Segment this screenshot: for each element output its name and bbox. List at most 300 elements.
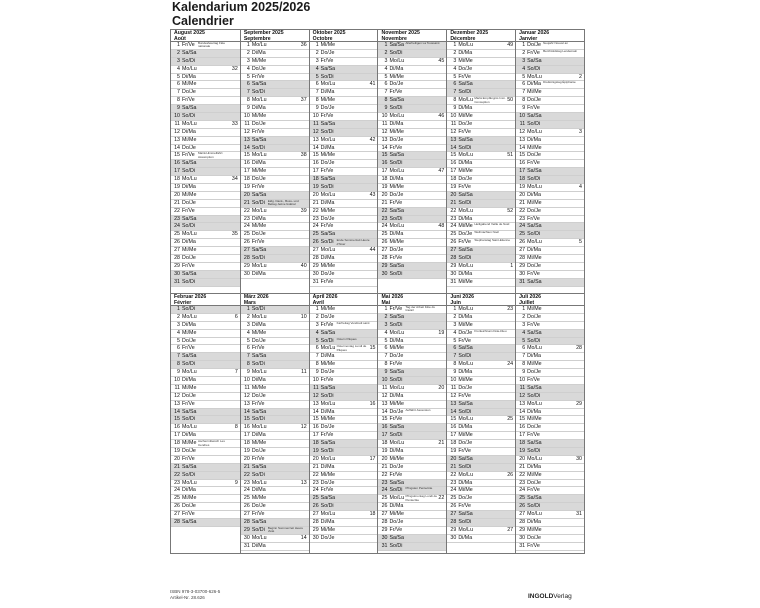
publisher-logo	[528, 593, 572, 600]
day-number: 26	[450, 239, 457, 246]
day-row	[516, 81, 584, 89]
day-number: 29	[450, 526, 457, 533]
month-name: August 2025	[174, 30, 205, 36]
weekday-label: Di/Ma	[458, 369, 473, 376]
day-row	[241, 58, 309, 66]
title-line-1: Kalendarium 2025/2026	[172, 0, 311, 14]
day-number: 1	[522, 42, 526, 48]
weekday-label: So/Di	[251, 199, 265, 206]
day-row	[241, 105, 309, 113]
day-row	[447, 503, 515, 511]
day-row	[241, 487, 309, 495]
day-number: 15	[381, 416, 388, 423]
day-number: 29	[174, 262, 180, 269]
day-row	[310, 385, 378, 393]
weekday-label: Do/Je	[458, 495, 473, 502]
day-row	[447, 58, 515, 66]
logo-suffix: Verlag	[553, 593, 572, 600]
day-number: 11	[313, 384, 319, 391]
day-number: 7	[522, 89, 526, 96]
day-number: 30	[243, 270, 250, 277]
day-number: 1	[453, 306, 457, 312]
weekday-label: Fr/Ve	[182, 345, 195, 352]
weekday-label: Mo/Lu	[389, 223, 405, 230]
weekday-label: Fr/Ve	[182, 207, 195, 214]
weekday-label: Mi/Me	[320, 97, 336, 104]
month-name-fr: Février	[174, 299, 192, 306]
day-number: 15	[312, 152, 319, 159]
day-number: 30	[519, 270, 526, 277]
day-row	[310, 495, 378, 503]
week-number: 51	[507, 152, 514, 159]
day-number: 14	[519, 408, 526, 415]
day-number: 23	[381, 479, 388, 486]
day-number: 19	[312, 448, 319, 455]
day-row	[241, 89, 309, 97]
weekday-label: Sa/Sa	[389, 262, 404, 269]
day-number: 23	[519, 215, 526, 222]
day-row	[310, 377, 378, 385]
day-number: 30	[381, 534, 388, 541]
weekday-label: Di/Ma	[320, 89, 335, 96]
month-column	[377, 30, 446, 293]
weekday-label: Mo/Lu	[251, 262, 267, 269]
day-row	[171, 409, 240, 417]
weekday-label: Fr/Ve	[527, 321, 540, 328]
month-column	[446, 294, 515, 553]
day-number: 7	[246, 353, 250, 360]
month-column	[309, 30, 378, 293]
weekday-label: Fr/Ve	[389, 255, 403, 262]
weekday-label: Do/Je	[527, 97, 541, 104]
day-number: 4	[177, 65, 180, 72]
day-row	[171, 223, 240, 231]
day-number: 18	[519, 440, 526, 447]
weekday-label: Do/Je	[320, 534, 335, 541]
weekday-label: Mi/Me	[389, 511, 404, 518]
weekday-label: So/Di	[389, 215, 403, 222]
weekday-label: Di/Ma	[251, 377, 266, 384]
weekday-label: Do/Je	[182, 392, 196, 399]
weekday-label: Fr/Ve	[527, 377, 540, 384]
weekday-label: Di/Ma	[251, 160, 266, 167]
holiday-note: Ostermontag Lundi de Pâques	[336, 344, 367, 352]
day-row	[516, 416, 584, 424]
day-number: 25	[174, 231, 180, 238]
day-row	[241, 239, 309, 247]
weekday-label: Mi/Me	[389, 73, 404, 80]
day-row	[378, 361, 446, 369]
day-row	[310, 345, 378, 353]
day-number: 29	[243, 526, 250, 533]
weekday-label: Sa/Sa	[251, 247, 267, 254]
day-number: 29	[450, 262, 457, 269]
weekday-label: Fr/Ve	[389, 199, 403, 206]
day-number: 9	[453, 369, 457, 376]
week-number: 11	[301, 369, 307, 376]
day-row	[447, 330, 515, 338]
day-number: 18	[381, 176, 388, 183]
day-row	[447, 456, 515, 464]
day-number: 31	[312, 278, 319, 285]
day-number: 13	[243, 136, 250, 143]
weekday-label: Sa/Sa	[320, 440, 336, 447]
day-row	[447, 200, 515, 208]
day-row	[516, 503, 584, 511]
calendar-row-2	[171, 293, 584, 553]
weekday-label: So/Di	[251, 526, 265, 533]
day-number: 11	[519, 120, 526, 127]
day-row	[516, 89, 584, 97]
day-number: 18	[450, 176, 457, 183]
day-row	[516, 338, 584, 346]
day-number: 16	[519, 160, 526, 167]
day-number: 11	[450, 120, 457, 127]
day-number: 17	[174, 168, 180, 175]
weekday-label: So/Di	[182, 306, 195, 312]
day-number: 9	[453, 105, 457, 112]
weekday-label: Fr/Ve	[251, 239, 265, 246]
day-row	[171, 338, 240, 346]
day-row	[241, 338, 309, 346]
weekday-label: Sa/Sa	[182, 463, 197, 470]
day-row	[241, 113, 309, 121]
day-number: 9	[177, 369, 180, 376]
weekday-label: Mo/Lu	[251, 42, 267, 48]
weekday-label: Do/Je	[389, 247, 404, 254]
day-row	[171, 255, 240, 263]
day-number: 14	[312, 144, 319, 151]
day-number: 1	[384, 42, 388, 48]
day-number: 14	[243, 408, 250, 415]
day-row	[241, 345, 309, 353]
day-row	[516, 192, 584, 200]
day-row	[447, 409, 515, 417]
day-row	[378, 393, 446, 401]
day-number: 3	[315, 321, 319, 328]
weekday-label: Fr/Ve	[527, 487, 540, 494]
weekday-label: Fr/Ve	[182, 152, 195, 159]
weekday-label: Sa/Sa	[182, 408, 197, 415]
day-number: 7	[522, 353, 526, 360]
day-number: 9	[522, 369, 526, 376]
day-number: 20	[174, 191, 180, 198]
day-row	[516, 472, 584, 480]
day-number: 10	[519, 113, 526, 120]
day-number: 21	[519, 463, 526, 470]
month-column	[377, 294, 446, 553]
day-row	[171, 81, 240, 89]
day-number: 7	[453, 89, 457, 96]
day-row	[516, 58, 584, 66]
day-number: 25	[312, 231, 319, 238]
weekday-label: So/Di	[527, 231, 541, 238]
day-number: 24	[174, 487, 180, 494]
weekday-label: So/Di	[458, 353, 472, 360]
holiday-note: Dreikönigstag Épiphanie	[543, 80, 576, 85]
day-row	[378, 416, 446, 424]
day-row	[171, 424, 240, 432]
day-row	[378, 223, 446, 231]
month-name-fr: Novembre	[381, 35, 407, 42]
weekday-label: Fr/Ve	[458, 128, 471, 135]
weekday-label: Di/Ma	[251, 432, 266, 439]
month-column	[171, 294, 240, 553]
day-number: 5	[315, 337, 319, 344]
week-number: 16	[369, 400, 376, 407]
month-name: Juli 2026	[519, 294, 542, 300]
day-number: 11	[519, 384, 526, 391]
day-row	[378, 511, 446, 519]
day-number: 13	[174, 400, 180, 407]
day-row	[171, 314, 240, 322]
day-number: 3	[522, 321, 526, 328]
week-number: 35	[231, 231, 238, 238]
weekday-label: So/Di	[251, 471, 265, 478]
day-number: 24	[381, 487, 388, 494]
weekday-label: Mi/Me	[527, 144, 542, 151]
month-name: Oktober 2025	[312, 30, 346, 36]
day-number: 14	[174, 408, 180, 415]
day-number: 30	[450, 270, 457, 277]
weekday-label: Sa/Sa	[458, 400, 473, 407]
day-number: 10	[243, 377, 250, 384]
day-row	[516, 377, 584, 385]
day-row	[310, 50, 378, 58]
day-number: 5	[522, 73, 526, 80]
day-row	[378, 121, 446, 129]
week-number: 18	[369, 511, 376, 518]
weekday-label: So/Di	[320, 184, 334, 191]
day-row	[447, 393, 515, 401]
day-number: 19	[243, 448, 250, 455]
month-header	[310, 294, 378, 306]
day-number: 12	[450, 128, 457, 135]
day-number: 2	[246, 313, 250, 320]
day-row	[310, 480, 378, 488]
weekday-label: So/Di	[182, 278, 195, 285]
day-row	[447, 345, 515, 353]
week-number: 13	[300, 479, 307, 486]
weekday-label: Mo/Lu	[320, 455, 336, 462]
day-row	[378, 440, 446, 448]
weekday-label: Do/Je	[182, 503, 196, 510]
weekday-label: Sa/Sa	[527, 440, 542, 447]
day-number: 6	[522, 81, 526, 88]
day-row	[310, 535, 378, 543]
day-number: 3	[315, 57, 319, 64]
weekday-label: Fr/Ve	[527, 105, 540, 112]
month-header	[516, 294, 584, 306]
weekday-label: Do/Je	[458, 440, 473, 447]
weekday-label: Mo/Lu	[182, 424, 197, 431]
weekday-label: Fr/Ve	[389, 144, 403, 151]
weekday-label: Di/Ma	[251, 487, 266, 494]
day-row	[516, 129, 584, 137]
weekday-label: Mo/Lu	[527, 239, 542, 246]
weekday-label: Mo/Lu	[389, 113, 405, 120]
day-row	[241, 416, 309, 424]
day-row	[378, 81, 446, 89]
day-number: 18	[519, 176, 526, 183]
weekday-label: Do/Je	[389, 463, 404, 470]
weekday-label: Do/Je	[320, 49, 335, 56]
day-number: 8	[522, 97, 526, 104]
day-row	[516, 495, 584, 503]
weekday-label: Mo/Lu	[251, 207, 267, 214]
day-row	[310, 81, 378, 89]
weekday-label: Mi/Me	[320, 471, 336, 478]
day-number: 6	[315, 81, 319, 88]
day-number: 27	[174, 511, 180, 518]
day-row	[310, 168, 378, 176]
weekday-label: Fr/Ve	[527, 49, 540, 56]
day-row	[378, 338, 446, 346]
weekday-label: Di/Ma	[320, 199, 335, 206]
day-number: 13	[450, 136, 457, 143]
day-row	[447, 361, 515, 369]
weekday-label: Di/Ma	[320, 353, 335, 360]
weekday-label: Di/Ma	[527, 463, 541, 470]
week-number: 12	[300, 424, 307, 431]
weekday-label: So/Di	[389, 105, 403, 112]
weekday-label: Fr/Ve	[182, 97, 195, 104]
day-number: 12	[312, 392, 319, 399]
week-number: 17	[369, 455, 376, 462]
day-row	[241, 440, 309, 448]
day-number: 8	[315, 97, 319, 104]
weekday-label: Mi/Me	[389, 345, 404, 352]
weekday-label: Fr/Ve	[527, 160, 540, 167]
day-row	[447, 263, 515, 271]
day-number: 10	[450, 113, 457, 120]
week-number: 8	[234, 424, 238, 431]
day-row	[516, 527, 584, 535]
weekday-label: So/Di	[320, 448, 334, 455]
weekday-label: Mo/Lu	[389, 495, 405, 502]
day-number: 1	[315, 306, 319, 312]
day-row	[516, 121, 584, 129]
weekday-label: Di/Ma	[389, 65, 404, 72]
day-number: 3	[177, 57, 180, 64]
weekday-label: Mi/Me	[527, 416, 542, 423]
day-number: 21	[381, 463, 388, 470]
day-row	[171, 511, 240, 519]
day-number: 23	[450, 215, 457, 222]
day-number: 8	[384, 361, 388, 368]
day-row	[241, 353, 309, 361]
day-row	[447, 113, 515, 121]
page-title	[172, 0, 310, 28]
weekday-label: Mo/Lu	[527, 184, 542, 191]
day-row	[447, 97, 515, 105]
weekday-label: Sa/Sa	[182, 353, 197, 360]
weekday-label: Mo/Lu	[458, 97, 474, 104]
weekday-label: Mo/Lu	[389, 384, 405, 391]
day-row	[171, 184, 240, 192]
week-number: 52	[507, 207, 514, 214]
day-row	[378, 385, 446, 393]
day-number: 1	[453, 42, 457, 48]
month-name-fr: Septembre	[243, 35, 271, 42]
day-row	[378, 314, 446, 322]
day-number: 18	[450, 440, 457, 447]
weekday-label: Mi/Me	[182, 440, 197, 447]
weekday-label: Mi/Me	[182, 81, 197, 88]
day-row	[241, 160, 309, 168]
weekday-label: Do/Je	[527, 369, 541, 376]
week-number: 9	[234, 479, 238, 486]
day-row	[171, 271, 240, 279]
day-number: 9	[246, 369, 250, 376]
weekday-label: So/Di	[458, 519, 472, 526]
holiday-note: Bundesfeiertag Fête nationale	[198, 41, 226, 49]
calendar-grid	[170, 29, 585, 554]
week-number: 30	[576, 455, 582, 462]
day-row	[241, 168, 309, 176]
weekday-label: Mo/Lu	[458, 262, 474, 269]
day-row	[310, 66, 378, 74]
day-number: 31	[174, 278, 180, 285]
weekday-label: Di/Ma	[182, 184, 196, 191]
day-number: 27	[312, 247, 319, 254]
day-number: 12	[243, 392, 250, 399]
day-row	[378, 89, 446, 97]
day-number: 7	[177, 353, 180, 360]
day-number: 22	[243, 471, 250, 478]
weekday-label: Mo/Lu	[458, 207, 474, 214]
day-row	[447, 338, 515, 346]
week-number: 47	[438, 168, 445, 175]
weekday-label: Fr/Ve	[251, 400, 265, 407]
day-number: 4	[177, 329, 180, 336]
day-number: 10	[381, 113, 388, 120]
weekday-label: Sa/Sa	[389, 207, 404, 214]
month-header	[310, 30, 378, 42]
day-number: 19	[519, 448, 526, 455]
day-number: 28	[519, 255, 526, 262]
week-number: 37	[300, 97, 307, 104]
week-number: 5	[579, 239, 582, 246]
day-number: 26	[243, 503, 250, 510]
day-number: 15	[450, 152, 457, 159]
day-number: 20	[312, 455, 319, 462]
day-number: 20	[174, 455, 180, 462]
day-row	[241, 511, 309, 519]
weekday-label: Mi/Me	[527, 199, 542, 206]
day-row	[378, 200, 446, 208]
day-row	[241, 66, 309, 74]
week-number: 27	[507, 526, 514, 533]
weekday-label: Do/Je	[527, 262, 541, 269]
weekday-label: Sa/Sa	[389, 42, 404, 48]
weekday-label: Fr/Ve	[527, 270, 540, 277]
day-row	[241, 121, 309, 129]
weekday-label: Fr/Ve	[182, 511, 195, 518]
weekday-label: Mo/Lu	[527, 73, 542, 80]
day-row	[171, 472, 240, 480]
day-row	[310, 208, 378, 216]
day-number: 14	[450, 408, 457, 415]
day-number: 15	[174, 416, 180, 423]
day-number: 24	[174, 223, 180, 230]
day-row	[516, 432, 584, 440]
weekday-label: Do/Je	[389, 136, 404, 143]
day-row	[516, 263, 584, 271]
day-number: 8	[384, 97, 388, 104]
weekday-label: Fr/Ve	[458, 448, 471, 455]
day-row	[171, 401, 240, 409]
